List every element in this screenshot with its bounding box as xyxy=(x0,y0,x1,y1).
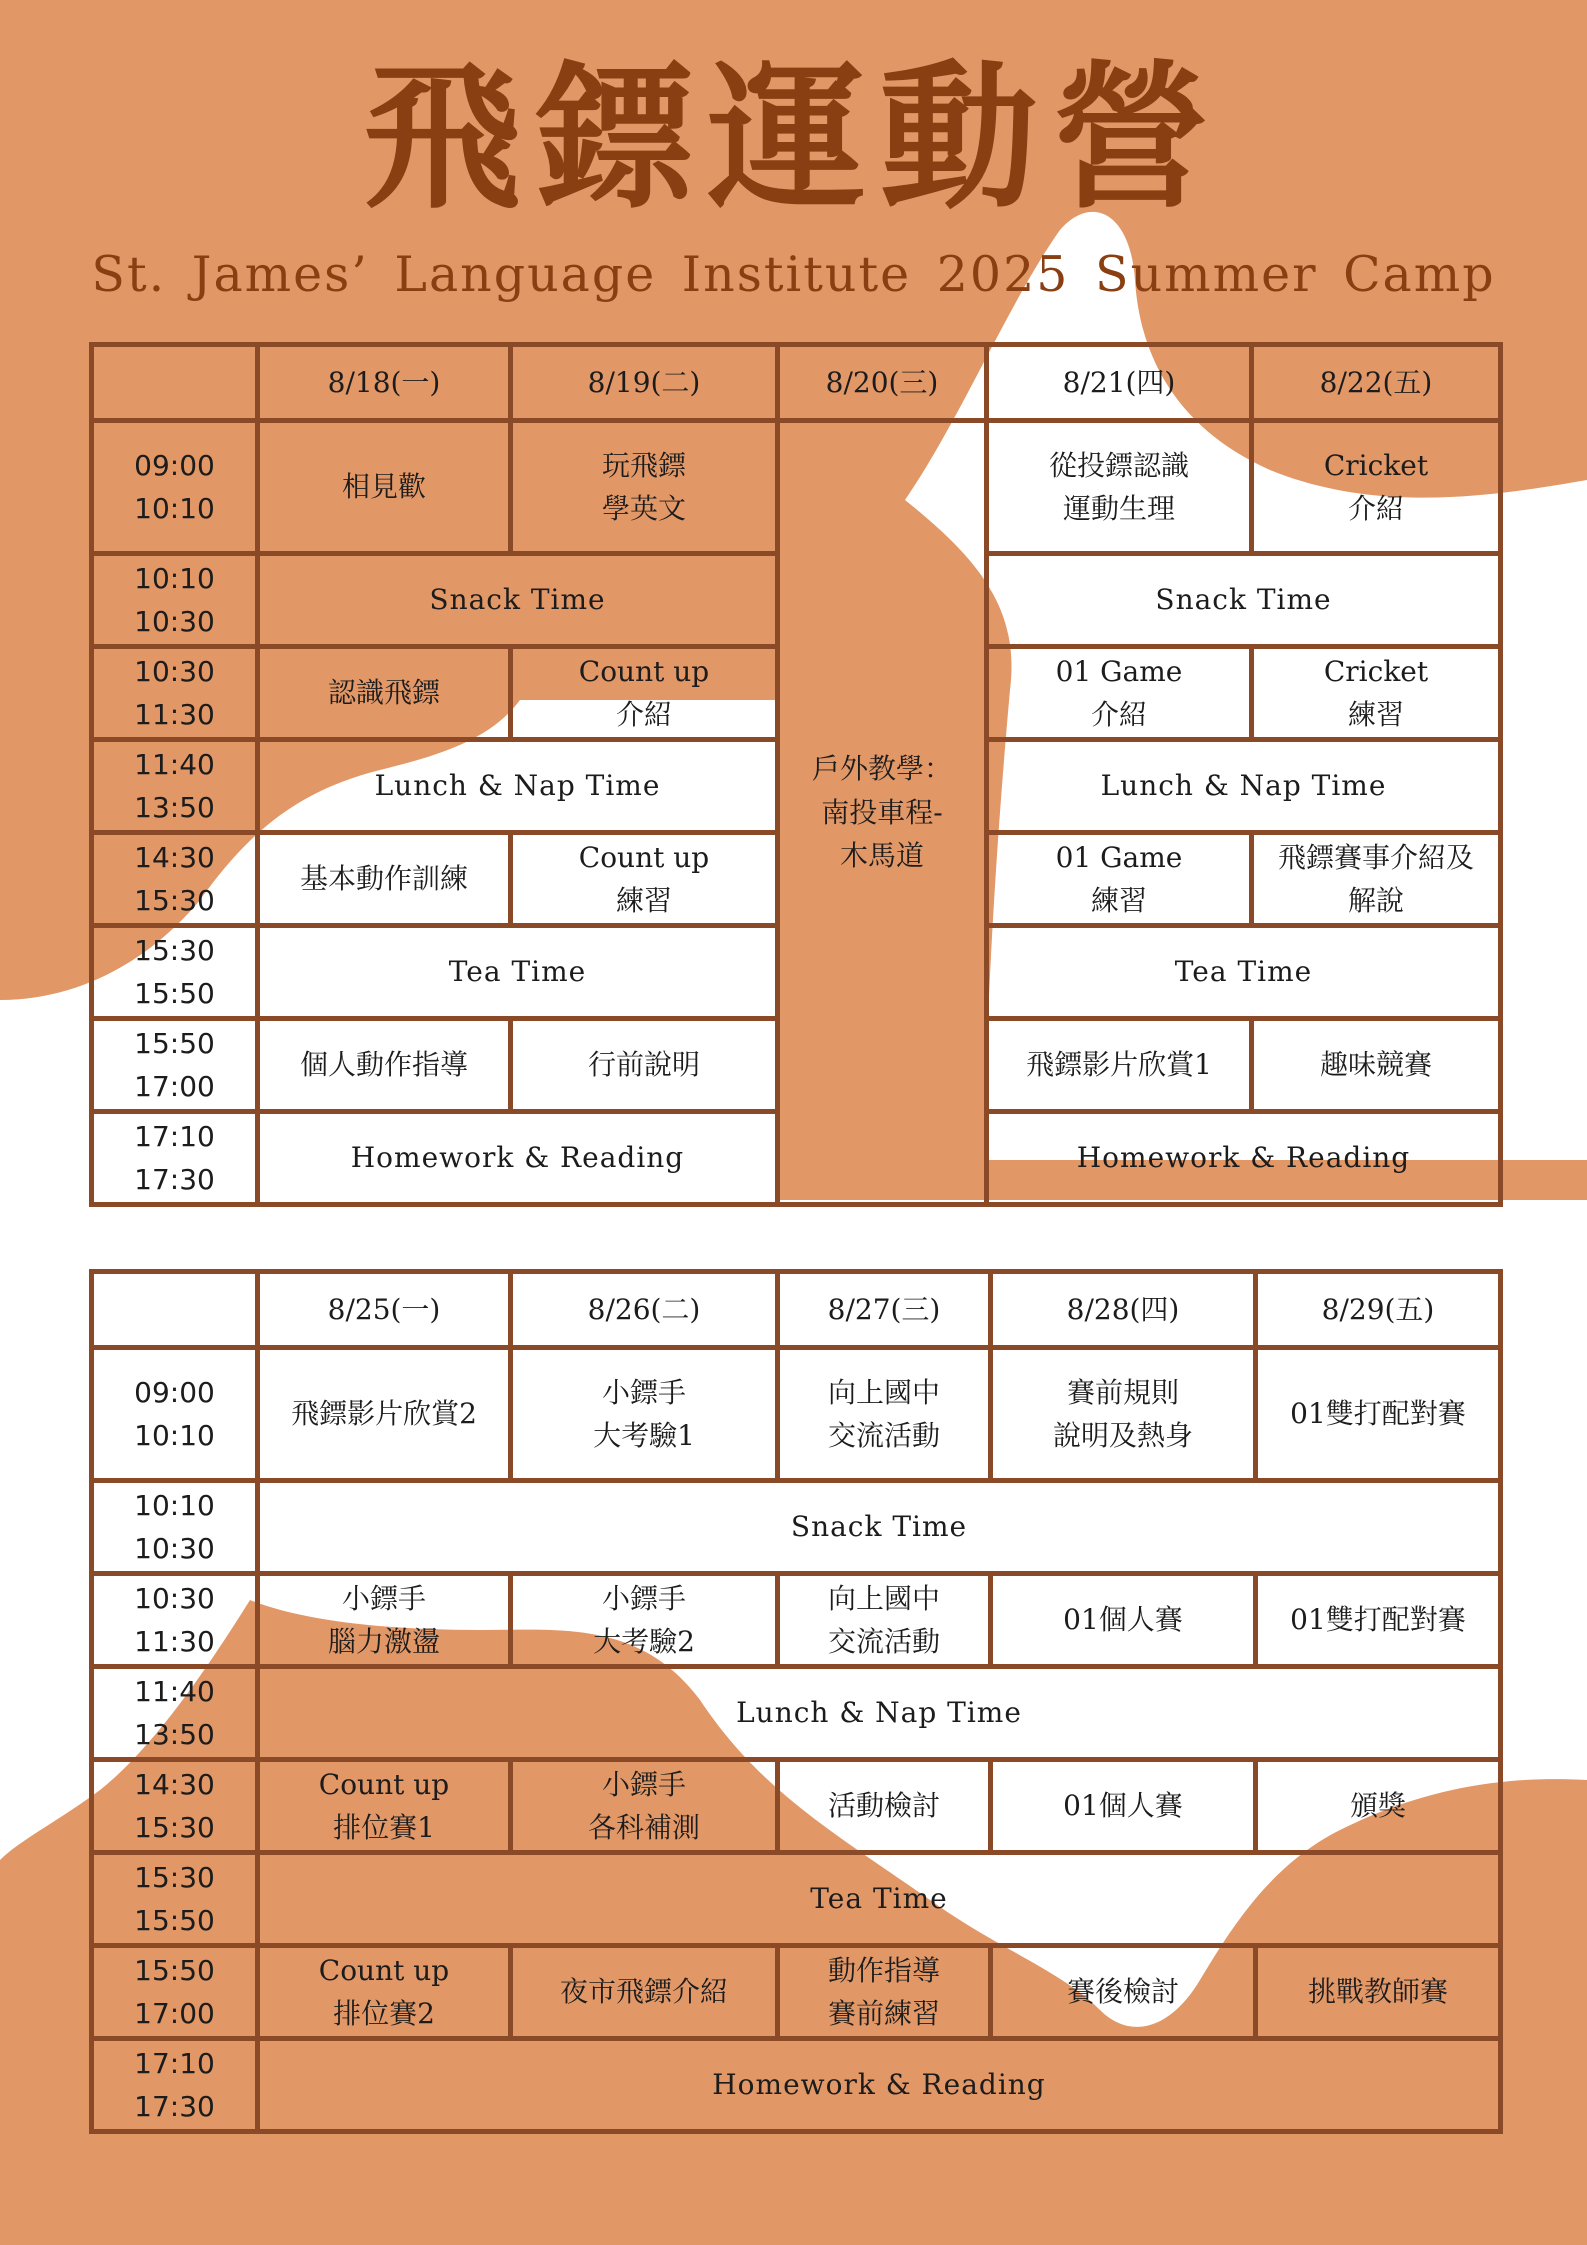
corner-cell xyxy=(92,1272,258,1348)
activity-cell: 01 Game 介紹 xyxy=(987,647,1252,740)
time-slot xyxy=(92,833,258,926)
activity-cell: 小鏢手 腦力激盪 xyxy=(258,1574,511,1667)
table-row xyxy=(92,1348,1501,1481)
activity-cell: Cricket 練習 xyxy=(1252,647,1501,740)
lunch-time-cell: Lunch & Nap Time xyxy=(987,740,1501,833)
corner-cell xyxy=(92,345,258,421)
activity-cell: 挑戰教師賽 xyxy=(1256,1946,1501,2039)
activity-cell: 向上國中 交流活動 xyxy=(778,1574,991,1667)
activity-cell: 小鏢手 各科補測 xyxy=(511,1760,778,1853)
lunch-time-cell: Lunch & Nap Time xyxy=(258,740,778,833)
time-slot xyxy=(92,1853,258,1946)
time-slot xyxy=(92,421,258,554)
table-row xyxy=(92,1760,1501,1853)
time-slot xyxy=(92,1112,258,1205)
table-row xyxy=(92,1574,1501,1667)
time-start: 15:30 xyxy=(134,933,215,967)
time-start: 15:50 xyxy=(134,1953,215,1987)
page-title: 飛鏢運動營 xyxy=(363,46,1224,231)
day-header: 8/28(四) xyxy=(991,1272,1256,1348)
activity-cell: 趣味競賽 xyxy=(1252,1019,1501,1112)
table-row xyxy=(92,1946,1501,2039)
header-row xyxy=(92,345,1501,421)
activity-cell: 玩飛鏢 學英文 xyxy=(511,421,778,554)
time-slot xyxy=(92,1019,258,1112)
tea-time-cell: Tea Time xyxy=(987,926,1501,1019)
time-slot xyxy=(92,554,258,647)
time-start: 17:10 xyxy=(134,1119,215,1153)
time-slot xyxy=(92,1946,258,2039)
activity-cell: 向上國中 交流活動 xyxy=(778,1348,991,1481)
time-end: 13:50 xyxy=(134,791,215,824)
activity-cell: Cricket 介紹 xyxy=(1252,421,1501,554)
day-header: 8/29(五) xyxy=(1256,1272,1501,1348)
schedule-week2 xyxy=(89,1269,1503,2134)
page-subtitle: St. James’ Language Institute 2025 Summer Camp xyxy=(91,246,1496,303)
table-row xyxy=(92,2039,1501,2132)
time-end: 11:30 xyxy=(134,698,215,731)
snack-time-cell: Snack Time xyxy=(258,554,778,647)
time-end: 10:30 xyxy=(134,605,215,638)
activity-cell: 夜市飛鏢介紹 xyxy=(511,1946,778,2039)
activity-cell: 01雙打配對賽 xyxy=(1256,1574,1501,1667)
activity-cell: 賽後檢討 xyxy=(991,1946,1256,2039)
day-header: 8/18(一) xyxy=(258,345,511,421)
activity-cell: 認識飛鏢 xyxy=(258,647,511,740)
time-end: 17:30 xyxy=(134,2090,215,2123)
activity-cell: 從投鏢認識 運動生理 xyxy=(987,421,1252,554)
activity-cell: 行前說明 xyxy=(511,1019,778,1112)
time-slot xyxy=(92,1574,258,1667)
day-header: 8/20(三) xyxy=(778,345,987,421)
schedule-week1 xyxy=(89,342,1503,1207)
time-slot xyxy=(92,647,258,740)
time-start: 15:30 xyxy=(134,1860,215,1894)
time-end: 10:30 xyxy=(134,1532,215,1565)
time-slot xyxy=(92,1481,258,1574)
time-start: 11:40 xyxy=(134,747,215,781)
table-row xyxy=(92,1667,1501,1760)
time-slot xyxy=(92,740,258,833)
day-header: 8/19(二) xyxy=(511,345,778,421)
activity-cell: 動作指導 賽前練習 xyxy=(778,1946,991,2039)
time-start: 10:10 xyxy=(134,561,215,595)
time-start: 09:00 xyxy=(134,1375,215,1409)
activity-cell: Count up 介紹 xyxy=(511,647,778,740)
table-row xyxy=(92,1481,1501,1574)
homework-cell: Homework & Reading xyxy=(987,1112,1501,1205)
time-end: 17:00 xyxy=(134,1070,215,1103)
time-start: 10:10 xyxy=(134,1488,215,1522)
tea-time-cell: Tea Time xyxy=(258,926,778,1019)
time-start: 10:30 xyxy=(134,1581,215,1615)
activity-cell: 01個人賽 xyxy=(991,1574,1256,1667)
activity-cell: Count up 練習 xyxy=(511,833,778,926)
time-start: 10:30 xyxy=(134,654,215,688)
lunch-time-cell: Lunch & Nap Time xyxy=(258,1667,1501,1760)
day-header: 8/21(四) xyxy=(987,345,1252,421)
activity-cell: 活動檢討 xyxy=(778,1760,991,1853)
activity-cell: 小鏢手 大考驗2 xyxy=(511,1574,778,1667)
activity-cell: 小鏢手 大考驗1 xyxy=(511,1348,778,1481)
time-end: 10:10 xyxy=(134,1419,215,1452)
time-end: 15:30 xyxy=(134,884,215,917)
activity-cell: 相見歡 xyxy=(258,421,511,554)
day-header: 8/25(一) xyxy=(258,1272,511,1348)
time-slot xyxy=(92,1760,258,1853)
homework-cell: Homework & Reading xyxy=(258,1112,778,1205)
time-slot xyxy=(92,2039,258,2132)
table-row xyxy=(92,421,1501,554)
time-end: 15:30 xyxy=(134,1811,215,1844)
outdoor-trip-cell: 戶外教學： 南投車程- 木馬道 xyxy=(778,421,987,1205)
time-end: 15:50 xyxy=(134,1904,215,1937)
time-slot xyxy=(92,1348,258,1481)
activity-cell: 01 Game 練習 xyxy=(987,833,1252,926)
homework-cell: Homework & Reading xyxy=(258,2039,1501,2132)
time-start: 11:40 xyxy=(134,1674,215,1708)
time-slot xyxy=(92,1667,258,1760)
time-end: 15:50 xyxy=(134,977,215,1010)
time-end: 10:10 xyxy=(134,492,215,525)
activity-cell: 個人動作指導 xyxy=(258,1019,511,1112)
table-row xyxy=(92,1853,1501,1946)
activity-cell: 飛鏢影片欣賞2 xyxy=(258,1348,511,1481)
time-start: 17:10 xyxy=(134,2046,215,2080)
tea-time-cell: Tea Time xyxy=(258,1853,1501,1946)
day-header: 8/27(三) xyxy=(778,1272,991,1348)
time-end: 17:30 xyxy=(134,1163,215,1196)
activity-cell: 飛鏢影片欣賞1 xyxy=(987,1019,1252,1112)
activity-cell: 基本動作訓練 xyxy=(258,833,511,926)
time-end: 13:50 xyxy=(134,1718,215,1751)
activity-cell: Count up 排位賽2 xyxy=(258,1946,511,2039)
time-start: 09:00 xyxy=(134,448,215,482)
day-header: 8/22(五) xyxy=(1252,345,1501,421)
activity-cell: 01雙打配對賽 xyxy=(1256,1348,1501,1481)
time-end: 11:30 xyxy=(134,1625,215,1658)
activity-cell: 頒獎 xyxy=(1256,1760,1501,1853)
activity-cell: Count up 排位賽1 xyxy=(258,1760,511,1853)
time-start: 15:50 xyxy=(134,1026,215,1060)
time-start: 14:30 xyxy=(134,840,215,874)
activity-cell: 賽前規則 說明及熱身 xyxy=(991,1348,1256,1481)
snack-time-cell: Snack Time xyxy=(987,554,1501,647)
snack-time-cell: Snack Time xyxy=(258,1481,1501,1574)
header-row xyxy=(92,1272,1501,1348)
activity-cell: 飛鏢賽事介紹及 解說 xyxy=(1252,833,1501,926)
time-start: 14:30 xyxy=(134,1767,215,1801)
activity-cell: 01個人賽 xyxy=(991,1760,1256,1853)
time-slot xyxy=(92,926,258,1019)
day-header: 8/26(二) xyxy=(511,1272,778,1348)
time-end: 17:00 xyxy=(134,1997,215,2030)
